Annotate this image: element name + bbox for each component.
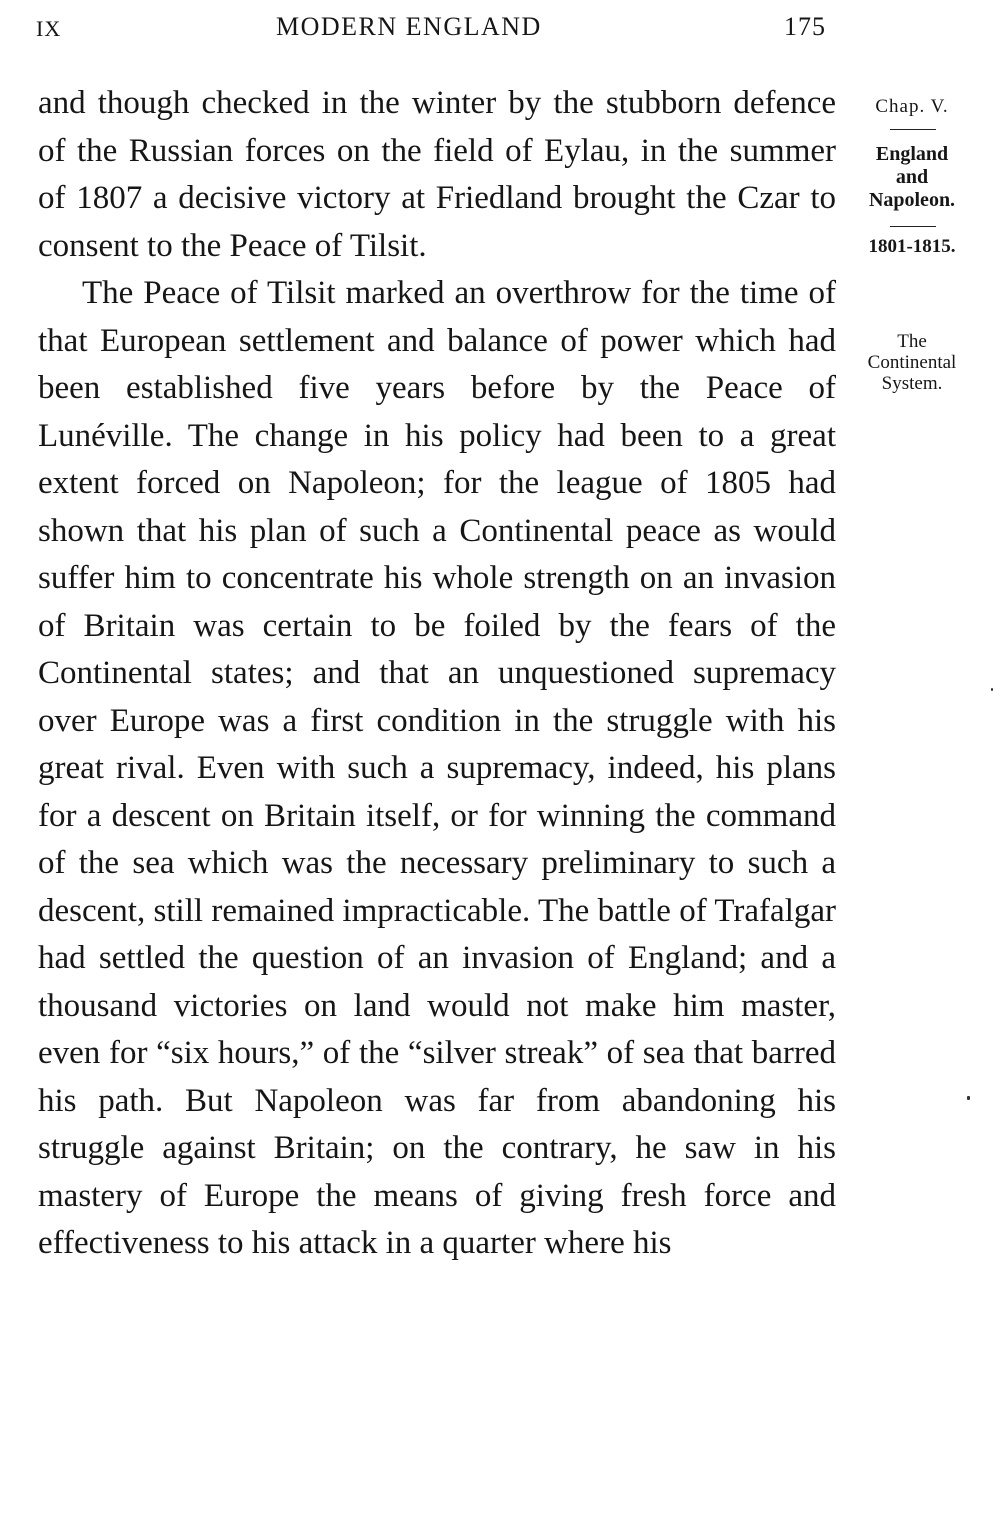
margin-note-line: System. (881, 373, 943, 394)
margin-note-line: England (875, 143, 949, 165)
margin-note-topic (852, 143, 972, 212)
margin-note-line: Napoleon. (868, 189, 956, 211)
margin-note-chapter: Chap. V. (875, 96, 949, 117)
margin-note-section (846, 331, 978, 394)
paper-speck (991, 688, 993, 691)
margin-note-line: Continental (867, 352, 957, 373)
paragraph: The Peace of Tilsit marked an overthrow for the time of that European settlement and balance of power which had been established five years before by the Peace of Lunéville. The change in his policy had been to a great extent forced on Napoleon; for the league of 1805 had shown that his plan of such a Continental peace as would suffer him to concentrate his whole strength on an invasion of Britain was certain to be foiled by the fears of the Continental states; and that an unquestioned supremacy over Europe was a first condition in the struggle with his great rival. Even with such a supremacy, indeed, his plans for a descent on Britain itself, or for winning the command of the sea which was the necessary preliminary to such a descent, still remained impracticable. The battle of Trafalgar had settled the question of an invasion of England; and a thousand victories on land would not make him master, even for “six hours,” of the “silver streak” of sea that barred his path. But Napoleon was far from abandoning his struggle against Britain; on the contrary, he saw in his mastery of Europe the means of giving fresh force and effectiveness to his attack in a quarter where his (38, 275, 836, 1261)
margin-note-line: The (897, 331, 927, 352)
margin-rule (890, 226, 936, 227)
main-text (38, 80, 836, 1268)
margin-note-line: and (895, 166, 929, 188)
margin-rule (890, 129, 936, 130)
chapter-number: IX (36, 16, 62, 41)
paper-speck (967, 1096, 970, 1100)
running-head (36, 12, 836, 46)
paragraph: and though checked in the winter by the stubborn defence of the Russian forces on the field of Eylau, in the summer of 1807 a decisive victory at Friedland brought the Czar to consent to the Peace of Tilsit. (38, 85, 836, 264)
book-title: MODERN ENGLAND (276, 12, 542, 41)
margin-note-dates: 1801-1815. (868, 236, 956, 257)
page-number: 175 (784, 12, 826, 41)
